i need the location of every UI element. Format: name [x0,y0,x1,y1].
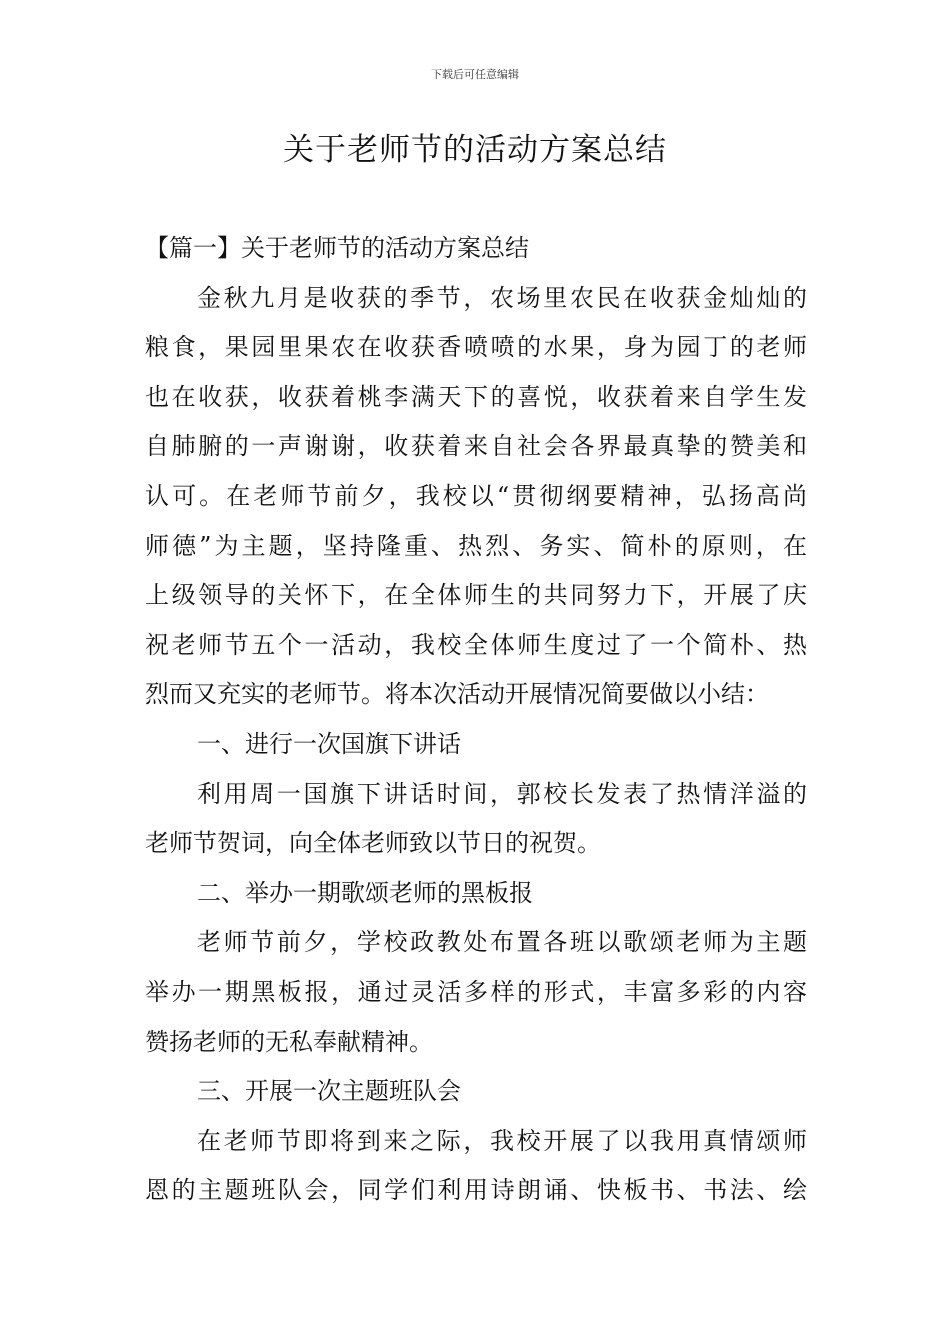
text-line: 二、举办一期歌颂老师的黑板报 [197,878,533,907]
text-line: 师德”为主题，坚持隆重、热烈、务实、简朴的原则，在 [145,531,807,560]
text-line: 烈而又充实的老师节。将本次活动开展情况简要做以小结： [145,680,769,709]
document-body [145,224,807,1216]
text-line: 祝老师节五个一活动，我校全体师生度过了一个简朴、热 [145,630,807,659]
text-line: 利用周一国旗下讲话时间，郭校长发表了热情洋溢的 [197,779,807,808]
text-line: 老师节贺词，向全体老师致以节日的祝贺。 [145,829,601,858]
text-line: 在老师节即将到来之际，我校开展了以我用真情颂师 [197,1126,807,1155]
text-line: 赞扬老师的无私奉献精神。 [145,1027,433,1056]
text-line: 老师节前夕，学校政教处布置各班以歌颂老师为主题 [197,928,807,957]
text-line: 自肺腑的一声谢谢，收获着来自社会各界最真挚的赞美和 [145,432,807,461]
text-line: 一、进行一次国旗下讲话 [197,729,461,758]
text-line: 举办一期黑板报，通过灵活多样的形式，丰富多彩的内容 [145,977,807,1006]
text-line: 三、开展一次主题班队会 [197,1077,461,1106]
text-line: 认可。在老师节前夕，我校以“贯彻纲要精神，弘扬高尚 [145,481,807,510]
text-line: 【篇一】关于老师节的活动方案总结 [145,234,529,262]
text-line: 金秋九月是收获的季节，农场里农民在收获金灿灿的 [197,283,807,312]
text-line: 上级领导的关怀下，在全体师生的共同努力下，开展了庆 [145,581,807,610]
text-line: 也在收获，收获着桃李满天下的喜悦，收获着来自学生发 [145,382,807,411]
header-note: 下载后可任意编辑 [431,68,519,81]
document-title: 关于老师节的活动方案总结 [283,132,667,168]
text-line: 粮食，果园里果农在收获香喷喷的水果，身为园丁的老师 [145,333,807,362]
text-line: 恩的主题班队会，同学们利用诗朗诵、快板书、书法、绘 [145,1176,807,1205]
